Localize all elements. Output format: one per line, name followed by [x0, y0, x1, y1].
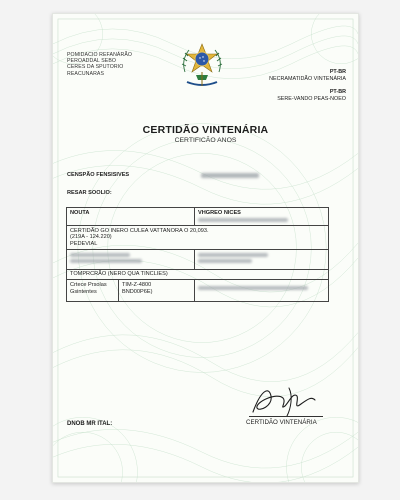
vhgreo-label: VHGREO NICES — [198, 209, 241, 216]
redacted-cell — [195, 280, 329, 302]
certidao-cell — [67, 226, 329, 250]
table-row — [67, 249, 329, 269]
coat-of-arms-icon — [179, 42, 225, 90]
pedevial-label: PEDEVIAL — [70, 240, 98, 247]
tim-cell — [119, 280, 195, 302]
org-line-3: CERES DA SPUTORIO — [67, 64, 124, 71]
crtece-cell — [67, 280, 119, 302]
issuing-organization — [67, 52, 132, 77]
org-line-4: REACUNARAS — [67, 70, 105, 77]
right-bottom-line-1: PT-BR — [329, 89, 346, 95]
table-row — [67, 280, 329, 302]
crtece-line-1: Crtece Prsolas — [70, 281, 107, 288]
signature-line — [249, 416, 323, 417]
table-header-vhgreo — [195, 208, 329, 226]
redacted-value — [201, 173, 259, 178]
tim-line-2: BND00P6E) — [122, 288, 153, 295]
certificate-page — [52, 13, 359, 483]
right-header-bottom — [277, 89, 346, 102]
org-line-2: PEROADDAL SEBO — [67, 58, 117, 65]
redacted-value — [70, 259, 142, 264]
right-top-line-2: NECRAMATIDÃO VINTENÁRIA — [269, 75, 346, 82]
right-bottom-line-2: SERE-VANDO PEAS-NOEO — [277, 95, 346, 102]
redacted-value — [198, 286, 308, 291]
redacted-value — [198, 253, 268, 258]
crtece-line-2: Gsintentes — [70, 288, 97, 295]
certidao-text: CERTIDÃO GO INERO CULEA VATTANORA O 20,093. — [70, 227, 209, 234]
right-top-line-1: PT-BR — [329, 69, 346, 75]
field-label-censpao: CENSPÃO FENSISIVES — [67, 172, 130, 178]
org-line-1: POMIDACIO REFANÁRÃO — [67, 52, 133, 58]
table-header-nouta: NOUTA — [67, 208, 195, 226]
signature-icon — [249, 382, 319, 420]
table-row — [67, 208, 329, 226]
redacted-value — [198, 218, 288, 223]
redacted-cell — [67, 249, 195, 269]
redacted-value — [70, 253, 130, 258]
redacted-value — [198, 259, 252, 264]
tim-line-1: TIM-Z-4800 — [122, 281, 152, 288]
record-table — [66, 207, 329, 302]
document-title: CERTIDÃO VINTENÁRIA — [142, 124, 269, 136]
tomprcrao-cell: TOMPRCRÃO (NERO QUA TINCLIES) — [67, 269, 329, 280]
table-row — [67, 269, 329, 280]
document-subtitle: CERTIFICÃO ANOS — [174, 137, 237, 144]
right-header-top — [269, 69, 346, 82]
field-label-resar: RESAR SOOLIO: — [67, 190, 112, 196]
redacted-cell — [195, 249, 329, 269]
dnob-label: DNOB MR ITAL: — [67, 421, 113, 427]
certidao-sub: (219A - 124.220) — [70, 234, 112, 241]
signature-label: CERTIDÃO VINTENÁRIA — [246, 419, 317, 426]
table-row — [67, 226, 329, 250]
